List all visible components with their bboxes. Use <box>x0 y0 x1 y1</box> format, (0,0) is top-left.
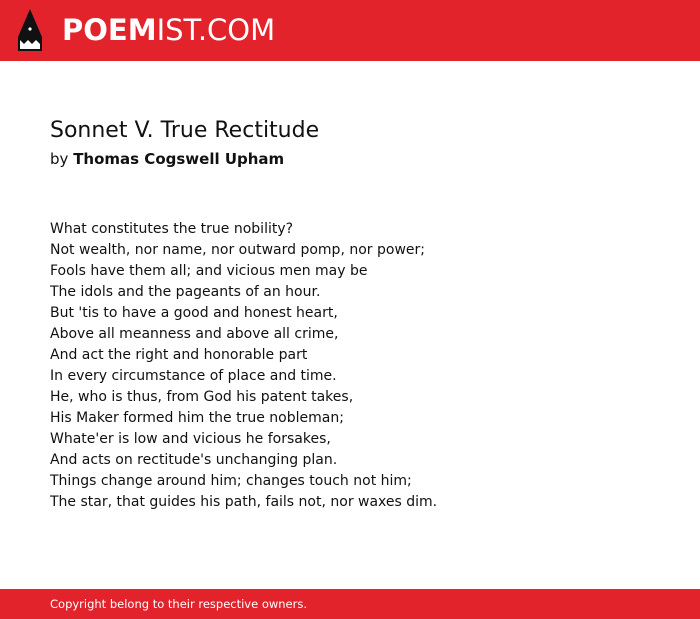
poem-line: The idols and the pageants of an hour. <box>50 284 321 300</box>
poem-line: And act the right and honorable part <box>50 347 308 363</box>
poem-line: In every circumstance of place and time. <box>50 368 337 384</box>
copyright-notice: Copyright belong to their respective owners. <box>50 597 308 611</box>
poem-line: Above all meanness and above all crime, <box>50 326 339 342</box>
poem-line: Fools have them all; and vicious men may be <box>50 263 368 279</box>
site-logo[interactable] <box>62 13 275 47</box>
poem-line: Things change around him; changes touch not him; <box>50 473 412 489</box>
poem-line: The star, that guides his path, fails not, nor waxes dim. <box>50 494 438 510</box>
poem-line: And acts on rectitude's unchanging plan. <box>50 452 338 468</box>
byline <box>50 149 284 169</box>
poem-line: But 'tis to have a good and honest heart, <box>50 305 338 321</box>
poem-line: What constitutes the true nobility? <box>50 221 294 237</box>
site-header <box>0 0 700 61</box>
logo-text-bold: POEM <box>62 13 157 47</box>
pen-nib-icon[interactable] <box>18 9 42 51</box>
poem-title: Sonnet V. True Rectitude <box>50 118 320 143</box>
poem-author[interactable]: Thomas Cogswell Upham <box>73 150 285 168</box>
by-label: by <box>50 150 69 168</box>
site-footer <box>0 589 700 619</box>
logo-text-light: IST.COM <box>156 13 276 47</box>
poem-body <box>50 219 437 513</box>
poem-line: His Maker formed him the true nobleman; <box>50 410 344 426</box>
poem-line: Whate'er is low and vicious he forsakes, <box>50 431 331 447</box>
poem-line: He, who is thus, from God his patent takes, <box>50 389 354 405</box>
poem-line: Not wealth, nor name, nor outward pomp, nor power; <box>50 242 425 258</box>
